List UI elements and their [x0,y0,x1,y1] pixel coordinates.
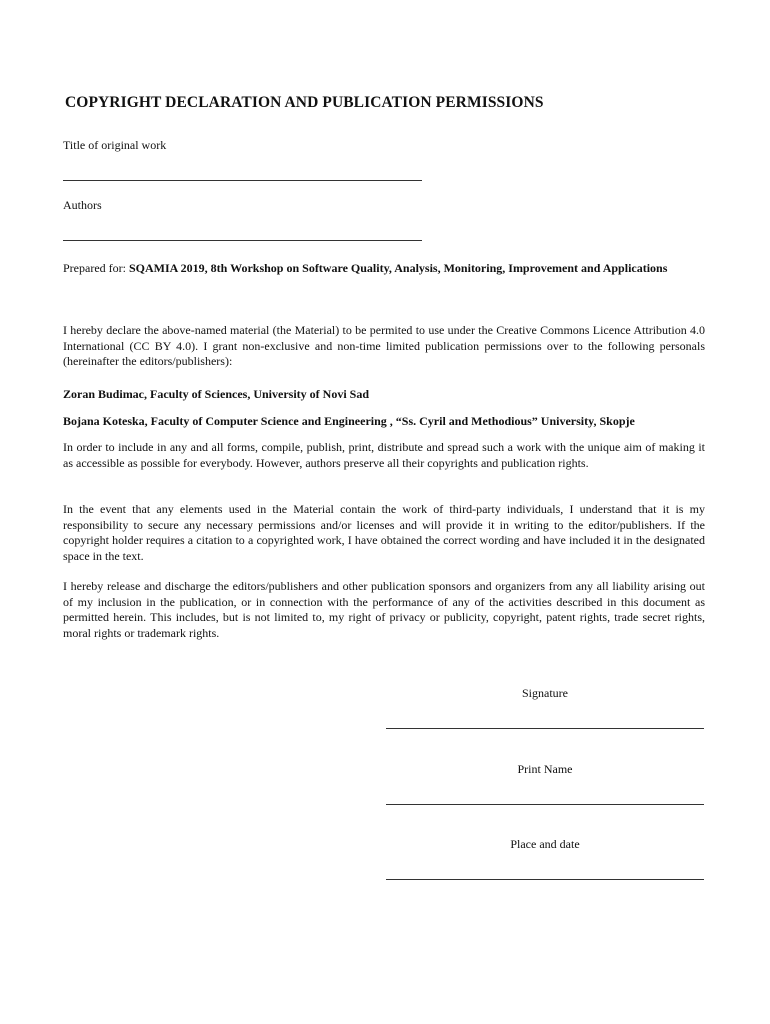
place-date-label: Place and date [510,837,580,851]
prepared-for [63,253,705,283]
authors-label: Authors [63,198,102,212]
prepared-for-event: SQAMIA 2019, 8th Workshop on Software Quality, Analysis, Monitoring, Improvement and Applications [128,261,668,275]
signature-label: Signature [522,686,568,700]
print-name-line[interactable] [386,804,704,805]
title-of-work-line[interactable] [63,180,422,181]
declaration-paragraph: I hereby declare the above-named material (the Material) to be permited to use under the Creative Commons Licence Attribution 4.0 International (CC BY 4.0). I grant non-exclusive and non-time limited publication permissions over to the following personals (hereinafter the editors/publishers): [63,323,705,369]
paragraph-2: In the event that any elements used in the Material contain the work of third-party individuals, I understand that it is my responsibility to secure any necessary permissions and/or licenses and will provide it in writing to the editor/publishers. If the copyright holder requires a citation to a copyrighted work, I have obtained the correct wording and have included it in the designated space in the text. [63,502,705,563]
editor-2: Bojana Koteska, Faculty of Computer Science and Engineering , “Ss. Cyril and Methodious” University, Skopje [63,414,635,428]
prepared-for-prefix: Prepared for: [63,261,129,275]
title-of-work-label: Title of original work [63,138,167,152]
authors-line[interactable] [63,240,422,241]
print-name-label: Print Name [517,762,573,776]
page-title: COPYRIGHT DECLARATION AND PUBLICATION PERMISSIONS [65,94,544,111]
editor-1: Zoran Budimac, Faculty of Sciences, University of Novi Sad [63,387,369,401]
paragraph-1: In order to include in any and all forms, compile, publish, print, distribute and spread such a work with the unique aim of making it as accessible as possible for everybody. However, authors preserve all their copyrights and publication rights. [63,440,705,470]
paragraph-3: I hereby release and discharge the editors/publishers and other publication sponsors and organizers from any all liability arising out of my inclusion in the publication, or in connection with the performance of any of the activities described in this document as permitted herein. This includes, but is not limited to, my right of privacy or publicity, copyright, patent rights, trade secret rights, moral rights or trademark rights. [63,579,705,640]
signature-line[interactable] [386,728,704,729]
place-date-line[interactable] [386,879,704,880]
